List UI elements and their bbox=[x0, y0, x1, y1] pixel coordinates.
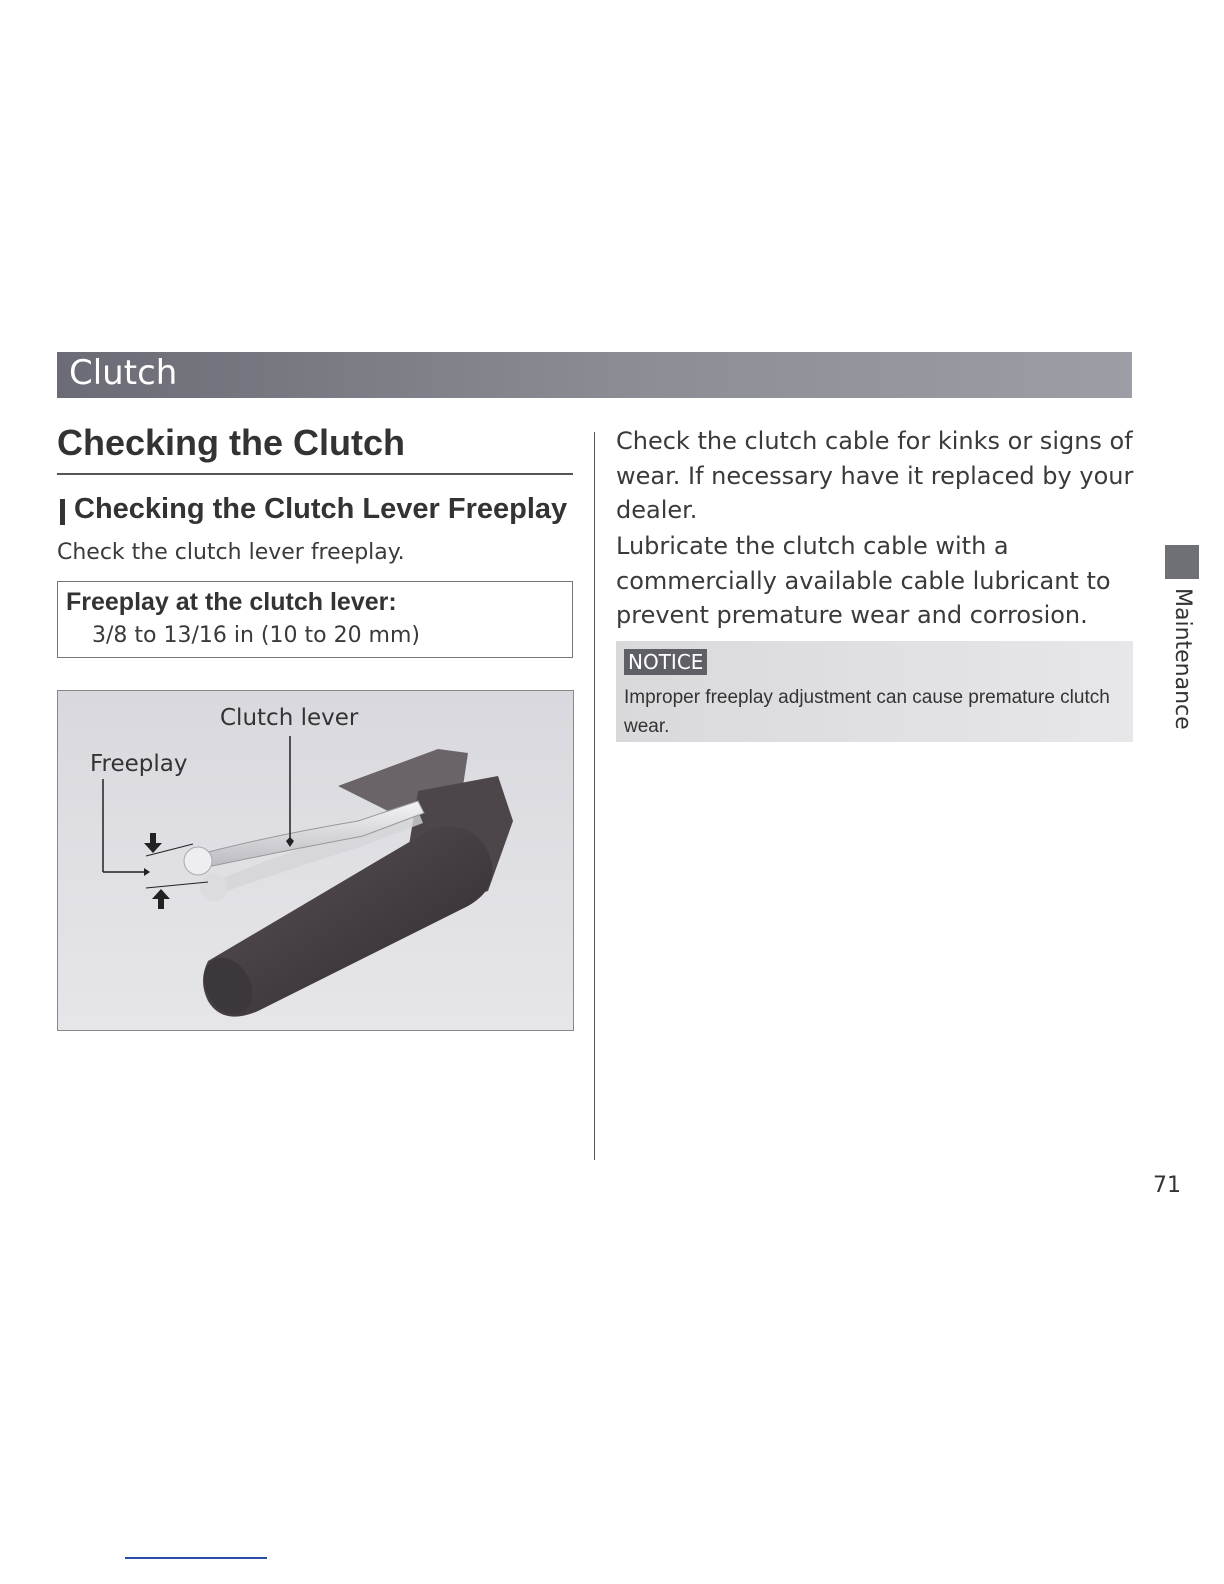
section-tab-marker bbox=[1165, 545, 1199, 579]
column-divider bbox=[594, 432, 595, 1160]
clutch-lever-label: Clutch lever bbox=[220, 705, 359, 731]
intro-text: Check the clutch lever freeplay. bbox=[57, 540, 405, 565]
lever-ball-end bbox=[184, 847, 212, 875]
section-title: Clutch bbox=[69, 353, 178, 393]
spec-title: Freeplay at the clutch lever: bbox=[66, 588, 397, 616]
up-arrow-icon bbox=[152, 889, 170, 909]
notice-text: Improper freeplay adjustment can cause premature clutch wear. bbox=[624, 687, 1110, 737]
section-tab-label: Maintenance bbox=[1170, 588, 1195, 730]
lever-ghost-ball bbox=[200, 873, 228, 901]
heading-rule bbox=[57, 473, 573, 475]
freeplay-pointer bbox=[144, 868, 150, 876]
freeplay-extent-lower bbox=[146, 882, 208, 888]
cable-lubricate-paragraph: Lubricate the clutch cable with a commercially available cable lubricant to prevent premature wear and corrosion. bbox=[616, 532, 1111, 629]
section-title-bar bbox=[57, 352, 1132, 398]
subheading-marker bbox=[60, 499, 65, 525]
spec-box bbox=[57, 581, 573, 658]
page-number: 71 bbox=[1153, 1173, 1181, 1198]
clutch-lever-drawing bbox=[58, 691, 573, 1030]
cable-check-paragraph: Check the clutch cable for kinks or signs of wear. If necessary have it replaced by your dealer. bbox=[616, 427, 1134, 524]
page-heading: Checking the Clutch bbox=[57, 422, 406, 463]
clutch-lever-illustration bbox=[57, 690, 574, 1031]
notice-box bbox=[616, 641, 1133, 742]
freeplay-label: Freeplay bbox=[90, 751, 188, 777]
notice-badge: NOTICE bbox=[624, 649, 707, 675]
footer-underline bbox=[125, 1557, 267, 1559]
down-arrow-icon bbox=[144, 833, 162, 853]
subheading: Checking the Clutch Lever Freeplay bbox=[74, 493, 568, 525]
spec-value: 3/8 to 13/16 in (10 to 20 mm) bbox=[92, 623, 421, 648]
